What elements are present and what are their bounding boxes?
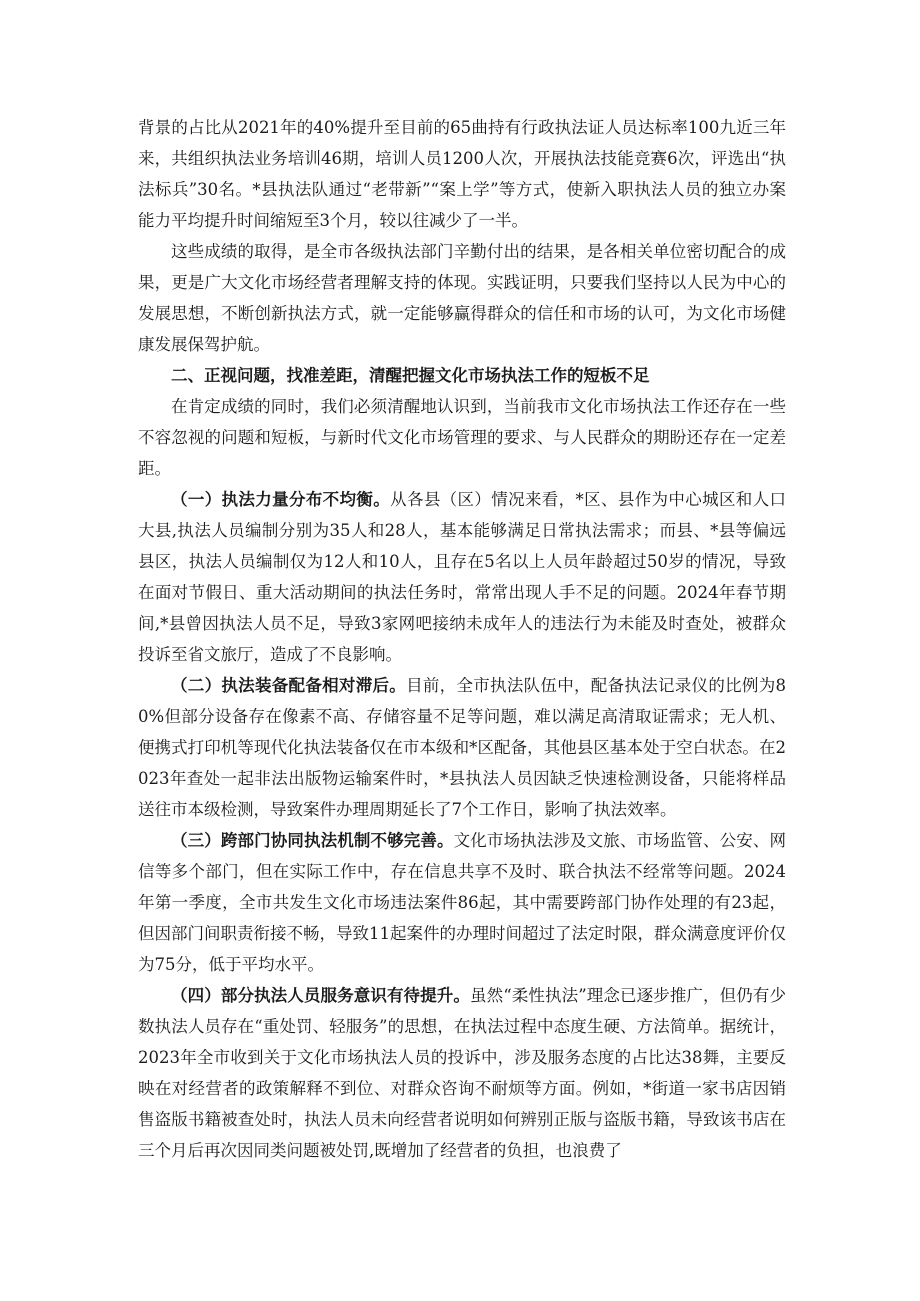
paragraph-text: 从各县（区）情况来看，*区、县作为中心城区和人口大县,执法人员编制分别为35人和28人，基本能够满足日常执法需求；而县、*县等偏远县区，执法人员编制仅为12人和10人，且存在5名以上人员年龄超过50岁的情况，导致在面对节假日、重大活动期间的执法任务时，常常出现人手不足的问题。2024年春节期间,*县曾因执法人员不足，导致3家网吧接纳未成年人的违法行为未能及时查处，被群众投诉至省文旅厅，造成了不良影响。 bbox=[138, 490, 787, 664]
paragraph-achievements-summary bbox=[138, 236, 786, 360]
paragraph-text: 文化市场执法涉及文旅、市场监管、公安、网信等多个部门，但在实际工作中，存在信息共享不及时、联合执法不经常等问题。2024年第一季度，全市共发生文化市场违法案件86起，其中需要跨部门协作处理的有23起，但因部门间职责衔接不畅，导致11起案件的办理时间超过了法定时限，群众满意度评价仅为75分，低于平均水平。 bbox=[138, 831, 786, 974]
paragraph-problems-intro bbox=[138, 391, 786, 484]
paragraph-training-results bbox=[138, 112, 786, 236]
paragraph-text: 在肯定成绩的同时，我们必须清醒地认识到，当前我市文化市场执法工作还存在一些不容忽视的问题和短板，与新时代文化市场管理的要求、与人民群众的期盼还存在一定差距。 bbox=[138, 397, 786, 478]
paragraph-text: 这些成绩的取得，是全市各级执法部门辛勤付出的结果，是各相关单位密切配合的成果，更是广大文化市场经营者理解支持的体现。实践证明，只要我们坚持以人民为中心的发展思想，不断创新执法方式，就一定能够赢得群众的信任和市场的认可，为文化市场健康发展保驾护航。 bbox=[138, 242, 786, 354]
paragraph-cross-department bbox=[138, 825, 786, 980]
subheading-service-awareness: （四）部分执法人员服务意识有待提升。 bbox=[171, 986, 471, 1005]
subheading-staffing: （一）执法力量分布不均衡。 bbox=[171, 490, 391, 509]
document-page bbox=[138, 112, 786, 1166]
paragraph-enforcement-staffing bbox=[138, 484, 786, 670]
paragraph-text: 目前，全市执法队伍中，配备执法记录仪的比例为80%但部分设备存在像素不高、存储容量不足等问题，难以满足高清取证需求；无人机、便携式打印机等现代化执法装备仅在市本级和*区配备，其他县区基本处于空白状态。在2023年查处一起非法出版物运输案件时，*县执法人员因缺乏快速检测设备，只能将样品送往市本级检测，导致案件办理周期延长了7个工作日，影响了执法效率。 bbox=[138, 676, 787, 819]
paragraph-text: 虽然“柔性执法”理念已逐步推广，但仍有少数执法人员存在“重处罚、轻服务”的思想，在执法过程中态度生硬、方法简单。据统计，2023年全市收到关于文化市场执法人员的投诉中，涉及服务态度的占比达38舞，主要反映在对经营者的政策解释不到位、对群众咨询不耐烦等方面。例如，*街道一家书店因销售盗版书籍被查处时，执法人员未向经营者说明如何辨别正版与盗版书籍，导致该书店在三个月后再次因同类问题被处罚,既增加了经营者的负担，也浪费了 bbox=[138, 986, 787, 1160]
paragraph-service-awareness bbox=[138, 980, 786, 1166]
paragraph-enforcement-equipment bbox=[138, 670, 786, 825]
subheading-equipment: （二）执法装备配备相对滞后。 bbox=[171, 676, 407, 695]
paragraph-text: 背景的占比从2021年的40%提升至目前的65曲持有行政执法证人员达标率100九近三年来，共组织执法业务培训46期，培训人员1200人次，开展执法技能竞赛6次，评选出“执法标兵”30名。*县执法队通过“老带新”“案上学”等方式，使新入职执法人员的独立办案能力平均提升时间缩短至3个月，较以往减少了一半。 bbox=[138, 118, 786, 230]
section-heading-text: 二、正视问题，找准差距，清醒把握文化市场执法工作的短板不足 bbox=[171, 366, 650, 385]
section-heading-problems bbox=[138, 360, 786, 391]
subheading-cross-department: （三）跨部门协同执法机制不够完善。 bbox=[171, 831, 454, 850]
